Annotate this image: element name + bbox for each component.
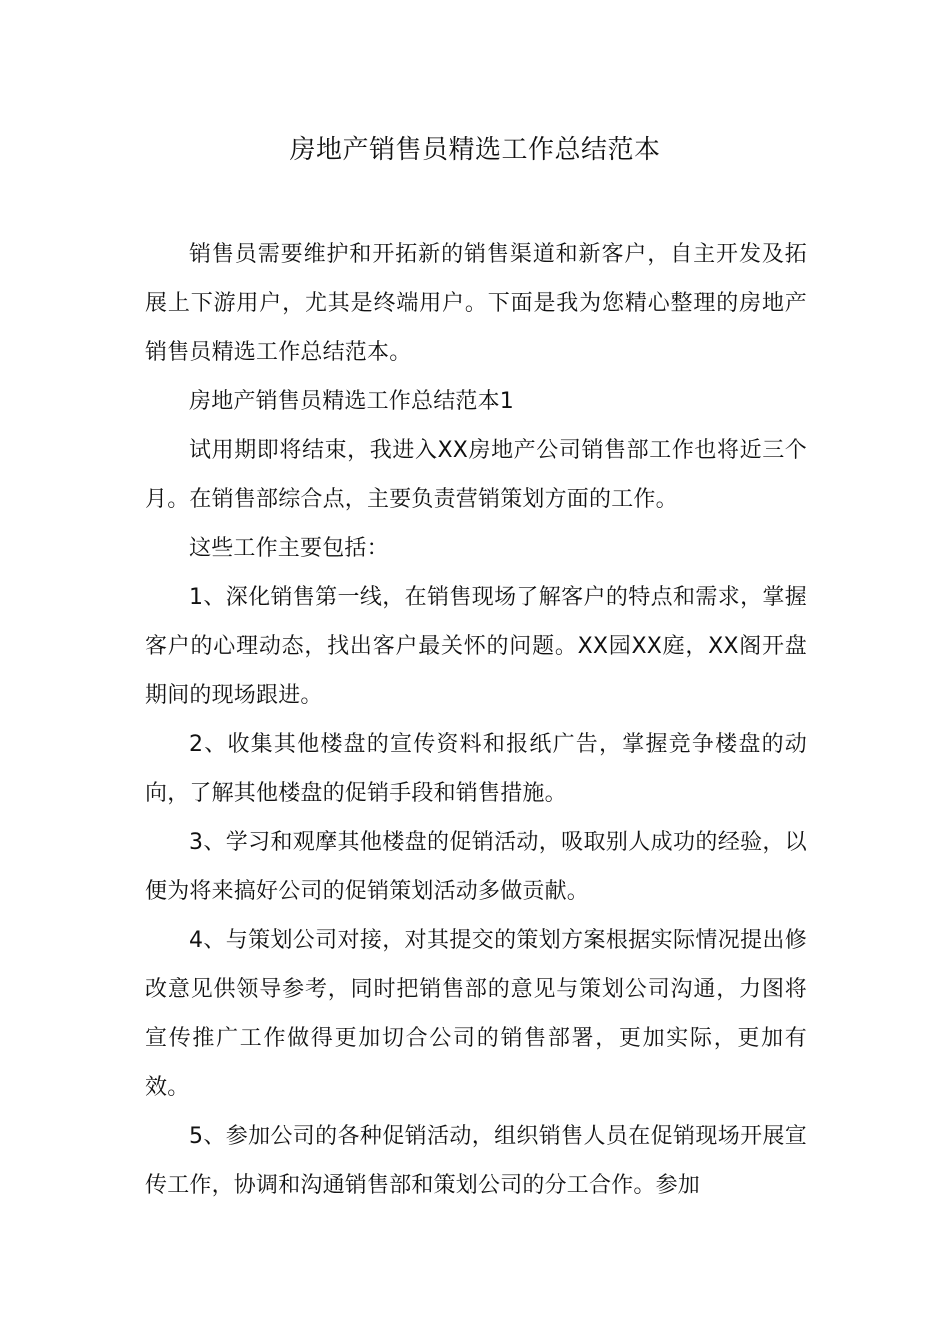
list-item-4: 4、与策划公司对接，对其提交的策划方案根据实际情况提出修改意见供领导参考，同时把销售部的意见与策划公司沟通，力图将宣传推广工作做得更加切合公司的销售部署，更加实际，更加有效。	[145, 928, 807, 1100]
paragraph-work-list-intro: 这些工作主要包括：	[189, 536, 389, 561]
list-item-5: 5、参加公司的各种促销活动，组织销售人员在促销现场开展宣传工作，协调和沟通销售部和策划公司的分工合作。参加	[145, 1124, 807, 1198]
list-item-3: 3、学习和观摩其他楼盘的促销活动，吸取别人成功的经验，以便为将来搞好公司的促销策划活动多做贡献。	[145, 830, 807, 904]
list-item-2: 2、收集其他楼盘的宣传资料和报纸广告，掌握竞争楼盘的动向，了解其他楼盘的促销手段和销售措施。	[145, 732, 807, 806]
paragraph-probation: 试用期即将结束，我进入XX房地产公司销售部工作也将近三个月。在销售部综合点，主要负责营销策划方面的工作。	[145, 438, 807, 512]
document-body	[145, 230, 807, 1210]
paragraph-intro: 销售员需要维护和开拓新的销售渠道和新客户，自主开发及拓展上下游用户，尤其是终端用户。下面是我为您精心整理的房地产销售员精选工作总结范本。	[145, 242, 807, 365]
section-heading-1: 房地产销售员精选工作总结范本1	[189, 389, 514, 414]
document-title: 房地产销售员精选工作总结范本	[289, 135, 661, 165]
list-item-1: 1、深化销售第一线，在销售现场了解客户的特点和需求，掌握客户的心理动态，找出客户最关怀的问题。XX园XX庭，XX阁开盘期间的现场跟进。	[145, 585, 807, 708]
